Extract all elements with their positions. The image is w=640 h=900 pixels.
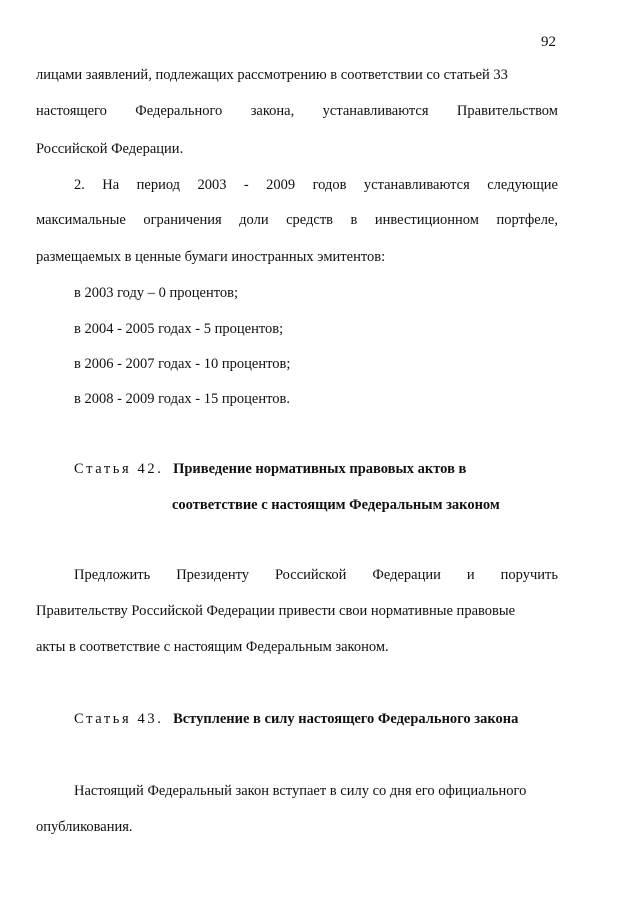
paragraph-1-line-1: лицами заявлений, подлежащих рассмотрению в соответствии со статьей 33 [36,67,508,83]
article-43-title: Вступление в силу настоящего Федерального закона [173,711,519,727]
word: устанавливаются [363,177,470,193]
article-42-heading [74,460,466,478]
article-42-body-line-1 [74,566,558,584]
word: Федерального [135,103,223,119]
word: Президенту [176,567,249,583]
word: и [466,567,475,583]
word: 2003 [197,177,227,193]
paragraph-2-line-2 [36,211,558,229]
article-42-label: Статья 42. [74,461,164,477]
word: в [350,212,358,228]
limit-item-2006-2007: в 2006 - 2007 годах - 10 процентов; [74,356,291,372]
paragraph-1-line-2 [36,102,558,120]
word: Федерации [372,567,441,583]
limit-item-2008-2009: в 2008 - 2009 годах - 15 процентов. [74,391,290,407]
limit-item-2003: в 2003 году – 0 процентов; [74,285,239,301]
word: настоящего [36,103,107,119]
paragraph-1-line-3: Российской Федерации. [36,141,184,157]
paragraph-2-line-1 [74,176,558,194]
word: - [243,177,249,193]
word: средств [286,212,334,228]
word: устанавливаются [322,103,429,119]
article-42-body-line-2: Правительству Российской Федерации привести свои нормативные правовые [36,603,516,619]
article-43-body-line-1: Настоящий Федеральный закон вступает в силу со дня его официального [74,783,527,799]
article-43-heading [74,710,518,728]
paragraph-2-line-3: размещаемых в ценные бумаги иностранных эмитентов: [36,249,386,265]
word: 2009 [266,177,296,193]
article-43-label: Статья 43. [74,711,164,727]
word: ограничения [143,212,222,228]
word: Российской [274,567,347,583]
word: следующие [487,177,558,193]
article-42-title-line-1: Приведение нормативных правовых актов в [173,461,467,477]
article-43-body-line-2: опубликования. [36,819,133,835]
word: 2. [74,177,85,193]
word: Правительством [456,103,558,119]
word: Предложить [74,567,151,583]
article-42-title-line-2: соответствие с настоящим Федеральным законом [172,497,500,513]
word: закона, [250,103,295,119]
page-number: 92 [541,34,556,50]
word: поручить [500,567,558,583]
word: годов [312,177,347,193]
word: инвестиционном [374,212,479,228]
word: период [136,177,181,193]
word: На [102,177,120,193]
word: доли [239,212,269,228]
word: максимальные [36,212,126,228]
article-42-body-line-3: акты в соответствие с настоящим Федеральным законом. [36,639,389,655]
limit-item-2004-2005: в 2004 - 2005 годах - 5 процентов; [74,321,284,337]
word: портфеле, [496,212,558,228]
